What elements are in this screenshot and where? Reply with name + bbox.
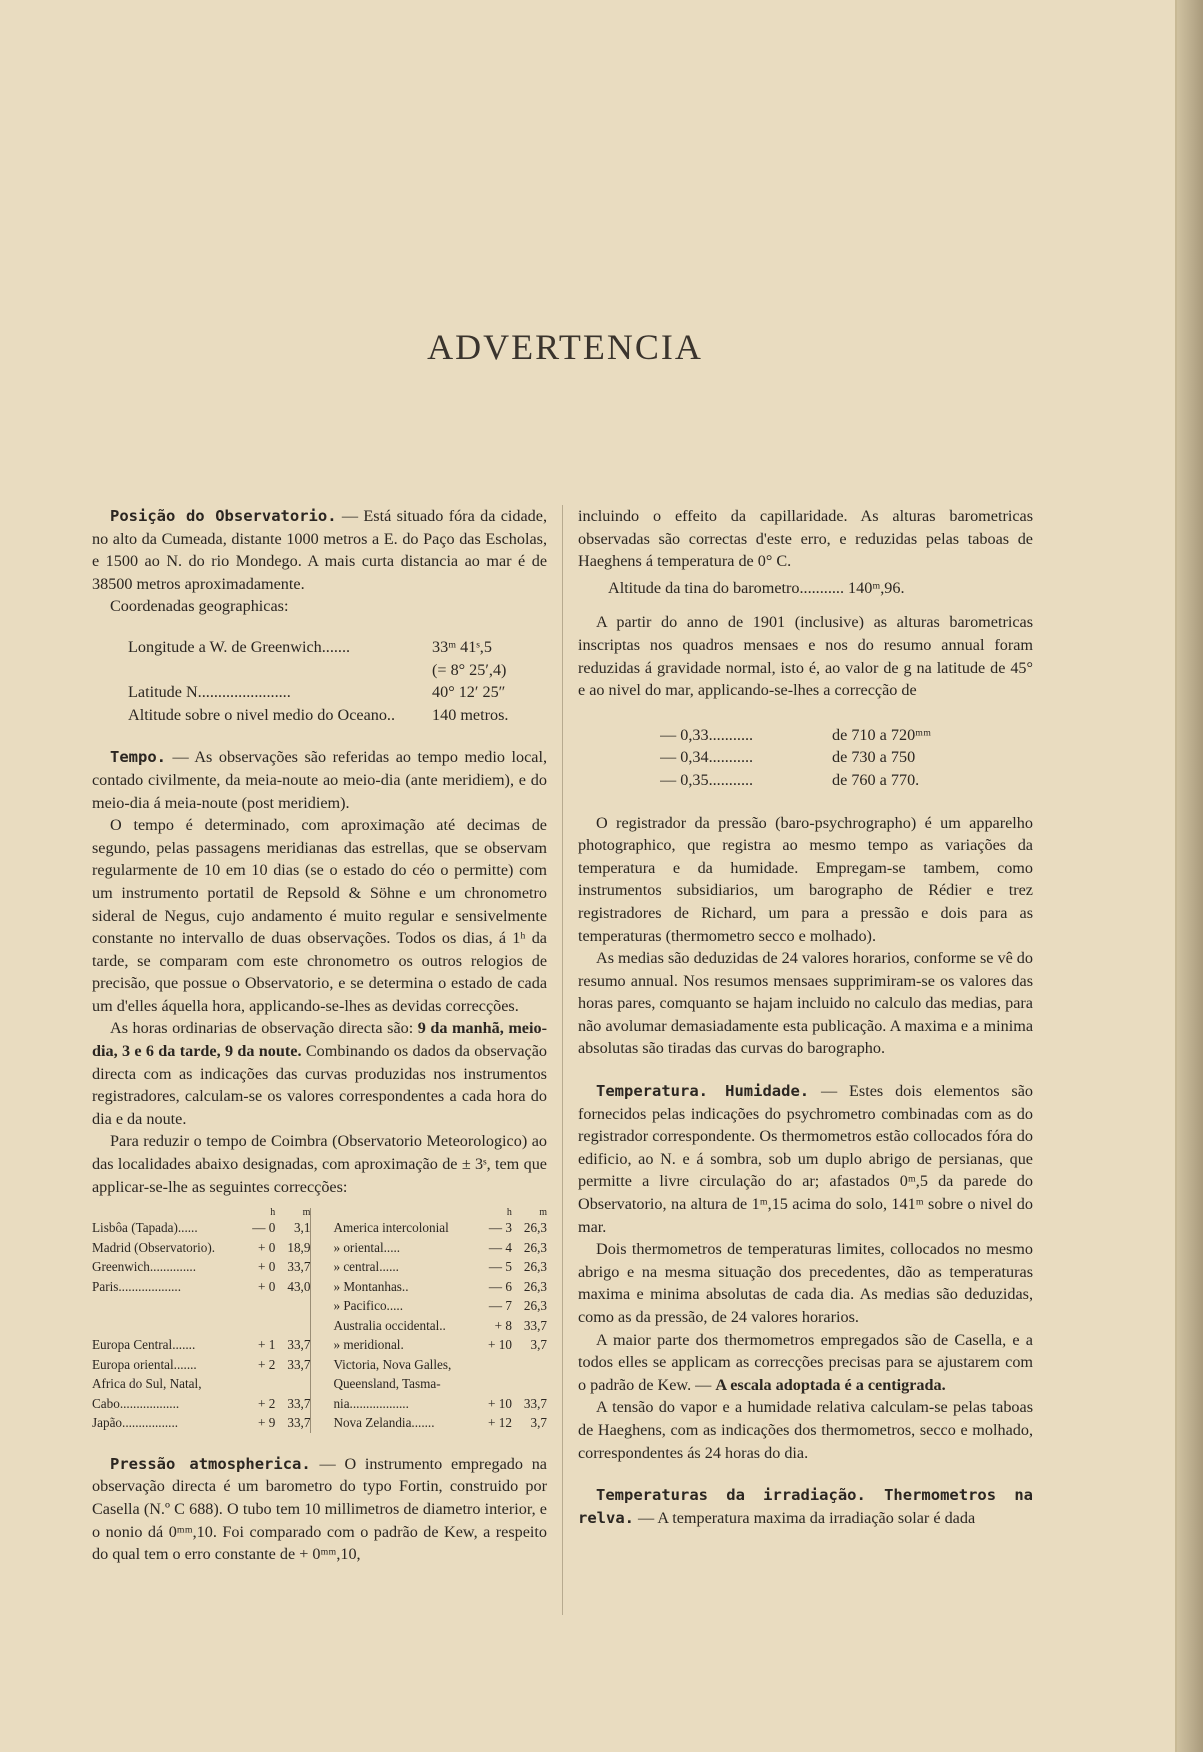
column-separator <box>311 1277 332 1297</box>
table-row <box>92 1296 547 1316</box>
table-row <box>92 1316 547 1336</box>
baro-row <box>660 769 940 792</box>
posicao-paragraph <box>92 505 547 595</box>
column-separator <box>311 1238 332 1258</box>
baro-value: — 0,33........... <box>660 725 754 744</box>
correction-hours: — 5 <box>488 1259 512 1275</box>
temperatura-paragraph-2: Dois thermometros de temperaturas limites, collocados no mesmo abrigo e na mesma situação dos precedentes, dão as temperaturas maxima e minima absolutas de cada dia. As medias são deduzidas, como as da pressão, de 24 valores horarios. <box>578 1240 1033 1326</box>
posicao-text: — Está situado fóra da cidade, no alto da Cumeada, distante 1000 metros a E. do Paço das Escholas, e 1500 ao N. do rio Mondego. A mais curta distancia ao mar é de 38500 metros aproximadamente. <box>92 507 547 593</box>
table-row <box>92 1355 547 1375</box>
column-separator <box>311 1355 332 1375</box>
place-cell: Queensland, Tasma- <box>333 1376 441 1392</box>
altitude-label: Altitude sobre o nivel medio do Oceano.. <box>128 705 396 724</box>
correction-minutes: 3,7 <box>530 1415 547 1431</box>
correction-hours: + 0 <box>257 1278 276 1294</box>
correction-hours: + 0 <box>257 1239 276 1255</box>
correction-minutes: 33,7 <box>287 1415 311 1431</box>
table-row <box>92 1277 547 1297</box>
correction-hours: + 8 <box>494 1317 512 1333</box>
correction-hours <box>240 1374 275 1394</box>
place-cell: » meridional. <box>333 1337 404 1353</box>
right-column <box>578 505 1033 1529</box>
correction-minutes: 33,7 <box>523 1395 547 1411</box>
irradiacao-paragraph <box>578 1484 1033 1529</box>
place-cell <box>92 1296 240 1316</box>
correction-minutes <box>512 1355 547 1375</box>
baro-range: de 730 a 750 <box>832 748 916 767</box>
correction-hours <box>240 1296 275 1316</box>
pressao-heading: Pressão atmospherica. <box>110 1454 311 1473</box>
table-row <box>92 1413 547 1433</box>
observation-hours: 9 da manhã, meio-dia, 3 e 6 da tarde, 9 da noute. <box>92 1019 547 1061</box>
temperatura-paragraph-3 <box>578 1329 1033 1397</box>
tempo-paragraph-1 <box>92 746 547 814</box>
place-cell: Victoria, Nova Galles, <box>333 1356 452 1372</box>
place-cell: » central...... <box>333 1259 399 1275</box>
column-separator <box>311 1316 332 1336</box>
correction-hours: — 3 <box>488 1220 512 1236</box>
correction-minutes: 33,7 <box>523 1317 547 1333</box>
pressao-paragraph <box>92 1453 547 1566</box>
correction-hours: + 12 <box>488 1415 512 1431</box>
correction-minutes: 18,9 <box>287 1239 311 1255</box>
time-corrections-table <box>92 1208 547 1433</box>
correction-minutes: 43,0 <box>287 1278 311 1294</box>
correction-hours <box>476 1355 512 1375</box>
coordinates-block <box>128 636 528 726</box>
temperatura-heading: Temperatura. Humidade. <box>596 1082 810 1101</box>
baro-range: de 710 a 720ᵐᵐ <box>832 725 931 744</box>
latitude-value: 40° 12′ 25″ <box>432 683 506 702</box>
correction-hours: + 2 <box>257 1356 276 1372</box>
place-cell: Cabo.................. <box>92 1395 180 1411</box>
temperatura-paragraph-4: A tensão do vapor e a humidade relativa calculam-se pelas taboas de Haeghens, com as indicações dos thermometros, secco e molhado, correspondentes ás 24 horas do dia. <box>578 1398 1033 1462</box>
place-cell: » Montanhas.. <box>333 1278 409 1294</box>
pressao-continuation: incluindo o effeito da capillaridade. As alturas barometricas observadas são correctas d'este erro, e reduzidas pelas taboas de Haeghens á temperatura de 0° C. <box>578 507 1033 571</box>
correction-hours: — 0 <box>252 1220 276 1236</box>
place-cell: Europa Central....... <box>92 1337 196 1353</box>
baro-row <box>660 746 940 769</box>
place-cell: Japão................. <box>92 1415 179 1431</box>
column-divider <box>562 505 563 1615</box>
tempo-paragraph-3 <box>92 1017 547 1130</box>
correction-minutes: 3,7 <box>530 1337 547 1353</box>
table-row <box>92 1257 547 1277</box>
correction-minutes: 3,1 <box>293 1220 311 1236</box>
page-edge <box>1177 0 1203 1752</box>
longitude-label: Longitude a W. de Greenwich....... <box>128 637 351 656</box>
place-cell: Europa oriental....... <box>92 1356 197 1372</box>
place-cell: Africa do Sul, Natal, <box>92 1376 202 1392</box>
correction-hours: — 6 <box>488 1278 512 1294</box>
temp-p3-a: A maior parte dos thermometros empregados são de Casella, e a todos elles se applicam as correcções precisas para se ajustarem com o padrão de Kew. — <box>578 1330 1033 1394</box>
correction-minutes: 33,7 <box>287 1356 311 1372</box>
correction-hours <box>476 1374 512 1394</box>
tempo-heading: Tempo. <box>110 748 166 767</box>
irradiacao-text: — A temperatura maxima da irradiação solar é dada <box>634 1508 976 1527</box>
correction-minutes: 26,3 <box>523 1259 547 1275</box>
correction-minutes <box>275 1316 311 1336</box>
correction-hours: + 10 <box>488 1395 512 1411</box>
latitude-label: Latitude N....................... <box>128 683 291 702</box>
tempo-text-1: — As observações são referidas ao tempo medio local, contado civilmente, da meia-noute ao meio-dia (ante meridiem), e do meio-dia á meia-noute (post meridiem). <box>92 748 547 812</box>
gravity-paragraph: A partir do anno de 1901 (inclusive) as alturas barometricas inscriptas nos quadros mensaes e nos do resumo annual foram reduzidas á gravidade normal, isto é, ao valor de g na latitude de 45° e ao nivel do mar, applicando-se-lhes a correcção de <box>578 613 1033 700</box>
hours-header: h <box>270 1207 276 1219</box>
correction-minutes: 33,7 <box>287 1337 311 1353</box>
correction-hours: — 4 <box>488 1239 512 1255</box>
escala-note: A escala adoptada é a centigrada. <box>715 1375 946 1394</box>
baro-value: — 0,34........... <box>660 748 754 767</box>
column-separator <box>311 1335 332 1355</box>
pressao-text: — O instrumento empregado na observação directa é um barometro do typo Fortin, construido por Casella (N.º C 688). O tubo tem 10 millimetros de diametro interior, e o nonio dá 0ᵐᵐ,10. Foi comparado com o padrão de Kew, a respeito do qual tem o erro constante de + 0ᵐᵐ,10, <box>92 1454 547 1564</box>
baro-range: de 760 a 770. <box>832 770 920 789</box>
tempo-p3-a: As horas ordinarias de observação directa são: <box>110 1019 418 1038</box>
correction-minutes: 33,7 <box>287 1395 311 1411</box>
temperatura-paragraph-1 <box>578 1080 1033 1238</box>
column-separator <box>311 1257 332 1277</box>
hours-header: h <box>506 1207 512 1219</box>
place-cell: Madrid (Observatorio). <box>92 1239 216 1255</box>
place-cell: nia.................. <box>333 1395 409 1411</box>
minutes-header: m <box>539 1207 547 1219</box>
place-cell: Greenwich.............. <box>92 1259 197 1275</box>
medias-paragraph: As medias são deduzidas de 24 valores horarios, conforme se vê do resumo annual. Nos resumos mensaes supprimiram-se os valores das horas pares, comquanto se hajam incluido no calculo das medias, para não avolumar demasiadamente esta publicação. A maxima e a minima absolutas são tiradas das curvas do barographo. <box>578 949 1033 1058</box>
correction-minutes <box>512 1374 547 1394</box>
registrador-paragraph: O registrador da pressão (baro-psychrographo) é um apparelho photographico, que registra ao mesmo tempo as variações da temperatura e da humidade. Empregam-se tambem, como instrumentos subsidiarios, um barographo de Rédier e trez registradores de Richard, um para a pressão e dois para as temperaturas (thermometro secco e molhado). <box>578 813 1033 945</box>
minutes-header: m <box>302 1207 311 1219</box>
table-row <box>92 1394 547 1414</box>
correction-hours: + 10 <box>488 1337 512 1353</box>
longitude-value: 33ᵐ 41ˢ,5 <box>432 637 492 656</box>
correction-minutes <box>275 1296 311 1316</box>
place-cell <box>92 1316 240 1336</box>
coords-intro: Coordenadas geographicas: <box>110 597 289 616</box>
table-row <box>92 1218 547 1238</box>
column-separator <box>311 1413 332 1433</box>
altitude-value: 140 metros. <box>432 705 509 724</box>
place-cell: Paris................... <box>92 1278 182 1294</box>
column-separator <box>311 1374 332 1394</box>
correction-minutes: 33,7 <box>287 1259 311 1275</box>
correction-hours <box>240 1316 275 1336</box>
correction-minutes: 26,3 <box>523 1220 547 1236</box>
place-cell: » Pacifico..... <box>333 1298 404 1314</box>
correction-minutes: 26,3 <box>523 1278 547 1294</box>
correction-minutes: 26,3 <box>523 1298 547 1314</box>
column-separator <box>311 1394 332 1414</box>
column-separator <box>311 1218 332 1238</box>
longitude-deg: (= 8° 25′,4) <box>432 660 507 679</box>
place-cell: Lisbôa (Tapada)...... <box>92 1220 198 1236</box>
correction-hours: + 0 <box>257 1259 276 1275</box>
place-cell: America intercolonial <box>333 1220 449 1236</box>
page-title: ADVERTENCIA <box>427 327 703 367</box>
table-header-row <box>92 1208 547 1218</box>
longitude-deg-row <box>128 659 528 682</box>
table-row <box>92 1374 547 1394</box>
column-separator <box>311 1296 332 1316</box>
baro-row <box>660 724 940 747</box>
posicao-heading: Posição do Observatorio. <box>110 507 337 525</box>
table-row <box>92 1335 547 1355</box>
temperatura-text-1: — Estes dois elementos são fornecidos pelas indicações do psychrometro combinadas com as do registrador correspondente. Os thermometros estão collocados fóra do edificio, ao N. e á sombra, sob um duplo abrigo de persianas, que permitte a livre circulação do ar; afastados 0ᵐ,5 da parede do Observatorio, na altura de 1ᵐ,15 acima do solo, 141ᵐ sobre o nivel do mar. <box>578 1082 1033 1236</box>
latitude-row <box>128 681 528 704</box>
place-cell: Australia occidental.. <box>333 1317 446 1333</box>
tempo-paragraph-4: Para reduzir o tempo de Coimbra (Observatorio Meteorologico) ao das localidades abaixo designadas, com aproximação de ± 3ˢ, tem que applicar-se-lhe as seguintes correcções: <box>92 1132 547 1196</box>
table-row <box>92 1238 547 1258</box>
altitude-row <box>128 704 528 727</box>
baro-value: — 0,35........... <box>660 770 754 789</box>
baro-corrections <box>660 724 940 792</box>
longitude-row <box>128 636 528 659</box>
place-cell: » oriental..... <box>333 1239 401 1255</box>
tempo-p3-c: Combinando os dados da observação directa com as indicações das curvas produzidas nos instrumentos registradores, calculam-se os valores correspondentes a cada hora do dia e da noute. <box>92 1042 548 1128</box>
correction-hours: + 1 <box>257 1337 276 1353</box>
correction-minutes: 26,3 <box>523 1239 547 1255</box>
tempo-paragraph-2: O tempo é determinado, com aproximação até decimas de segundo, pelas passagens meridianas das estrellas, que se observam regularmente de 10 em 10 dias (se o estado do céo o permitte) com um instrumento portatil de Repsold & Söhne e um chronometro sideral de Negus, cujo andamento é muito regular e sensivelmente constante no intervallo de duas observações. Todos os dias, á 1ʰ da tarde, se comparam com este chronometro os outros relogios de precisão, que possue o Observatorio, e se determina o estado de cada um d'elles áquella hora, applicando-se-lhes as devidas correcções. <box>92 816 547 1015</box>
place-cell: Nova Zelandia....... <box>333 1415 435 1431</box>
correction-hours: + 9 <box>257 1415 276 1431</box>
correction-hours: + 2 <box>257 1395 276 1411</box>
left-column <box>92 505 547 1566</box>
altitude-tina: Altitude da tina do barometro........... 140ᵐ,96. <box>608 578 905 597</box>
correction-minutes <box>275 1374 311 1394</box>
correction-hours: — 7 <box>488 1298 512 1314</box>
irradiacao-heading: Temperaturas da irradiação. Thermometros na relva. <box>578 1486 1033 1527</box>
